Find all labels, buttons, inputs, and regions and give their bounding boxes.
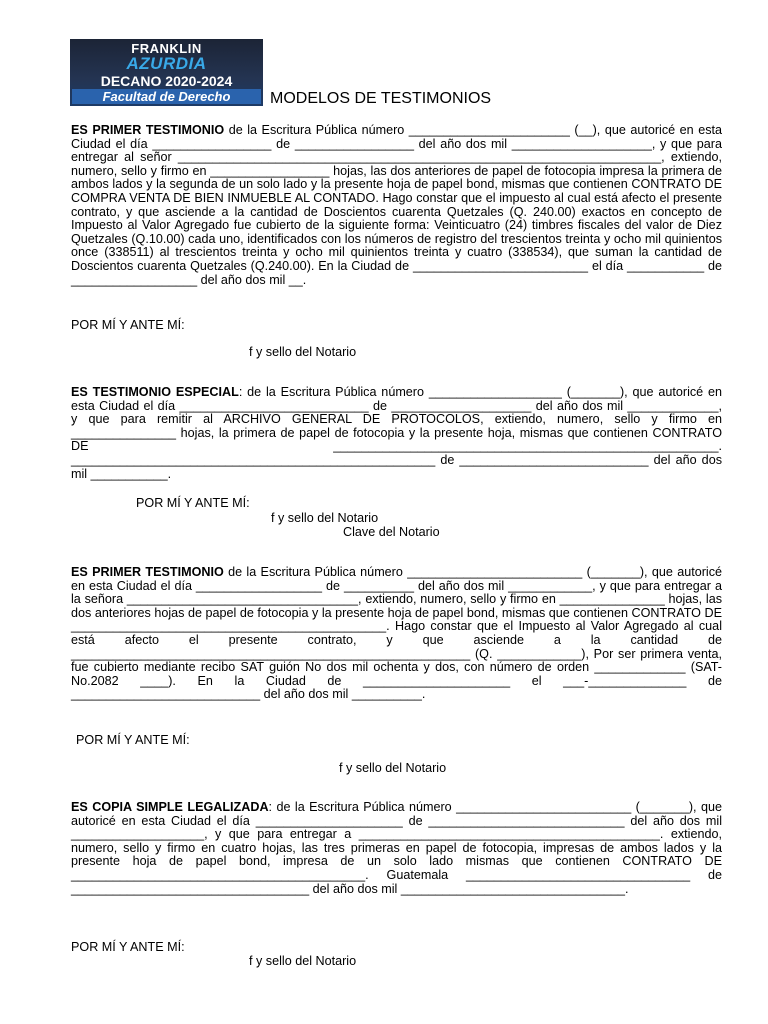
section-4-por-mi: POR MÍ Y ANTE MÍ: xyxy=(71,940,185,954)
section-3-heading: ES PRIMER TESTIMONIO xyxy=(71,565,224,579)
section-2-heading: ES TESTIMONIO ESPECIAL xyxy=(71,385,239,399)
section-4-body: : de la Escritura Pública número _________________________ (_______), que autoricé en esta Ciudad el día _____________________ de ____________________________ del año dos mil ___________________, y que para entregar a ___________________________________________. extiendo, numero, sello y firmo en cuatro hojas, las tres primeras en papel de fotocopia, impresas de ambos lados y la presente hoja de papel bond, impresa de un solo lado mismas que contienen CONTRATO DE __________________________________________. Guatemala ________________________________ de __________________________________ del año dos mil ________________________________. xyxy=(71,800,722,896)
section-1-heading: ES PRIMER TESTIMONIO xyxy=(71,123,225,137)
section-2-firma: f y sello del Notario xyxy=(271,511,379,525)
section-3-por-mi: POR MÍ Y ANTE MÍ: xyxy=(76,733,190,747)
logo-line-1: FRANKLIN xyxy=(131,41,202,56)
document-title: MODELOS DE TESTIMONIOS xyxy=(270,90,492,107)
section-1-body: de la Escritura Pública número _______________________ (__), que autoricé en esta Ciudad el día _________________ de _________________ del año dos mil ____________________, y que para entregar al señor _____________________________________________________________________, extiendo, numero, sello y firmo en _________________ hojas, las dos anteriores de papel de fotocopia impresa la primera de ambos lados y la segunda de un solo lado y la presente hoja de papel bond, mismas que contienen CONTRATO DE COMPRA VENTA DE BIEN INMUEBLE AL CONTADO. Hago constar que el impuesto al cual está afecto el presente contrato, y que asciende a la cantidad de Doscientos cuarenta Quetzales (Q. 240.00) exactos en concepto de Impuesto al Valor Agregado fue cubierto de la siguiente forma: Veinticuatro (24) timbres fiscales del valor de Diez Quetzales (Q.10.00) cada uno, identificados con los números de registro del trescientos treinta y ocho mil quinientos once (338511) al trescientos treinta y ocho mil quinientos treinta y cuatro (338534), que suman la cantidad de Doscientos cuarenta Quetzales (Q.240.00). En la Ciudad de _________________________ el día ___________ de __________________ del año dos mil __. xyxy=(71,123,723,287)
section-3-paragraph xyxy=(71,566,722,726)
logo-line-4: Facultad de Derecho xyxy=(72,89,261,104)
section-1-por-mi: POR MÍ Y ANTE MÍ: xyxy=(71,318,185,332)
section-4-heading: ES COPIA SIMPLE LEGALIZADA xyxy=(71,800,269,814)
section-3-firma: f y sello del Notario xyxy=(339,761,447,775)
section-3-body: de la Escritura Pública número _________________________ (_______), que autoricé en esta Ciudad el día __________________ de __________ del año dos mil ____________, y que para entregar a la señora _________________________________, extiendo, numero, sello y firmo en _______________ hojas, las dos anteriores hojas de papel de fotocopia y la presente hoja de papel bond, mismas que contienen CONTRATO DE _____________________________________________. Hago constar que el Impuesto al Valor Agregado al cual está afecto el presente contrato, y que asciende a la cantidad de _________________________________________________________ (Q. ____________), Por ser primera venta, fue cubierto mediante recibo SAT guión No dos mil ochenta y dos, con número de orden _____________ (SAT-No.2082 ____). En la Ciudad de _____________________ el ___-______________ de ___________________________ del año dos mil __________. xyxy=(71,565,722,702)
franklin-azurdia-logo xyxy=(70,39,263,106)
section-2-por-mi: POR MÍ Y ANTE MÍ: xyxy=(136,496,250,510)
section-4-paragraph xyxy=(71,801,722,931)
section-2-clave: Clave del Notario xyxy=(343,525,440,539)
section-2-body: : de la Escritura Pública número ___________________ (_______), que autoricé en esta Ciudad el día ___________________________ de ____________________ del año dos mil _____________, y que para remitir al ARCHIVO GENERAL DE PROTOCOLOS, extiendo, numero, sello y firmo en _______________ hojas, la primera de papel de fotocopia y la presente hoja, mismas que contienen CONTRATO DE _______________________________________________________. ____________________________________________________ de ___________________________ del año dos mil ___________. xyxy=(71,385,723,481)
section-1-firma: f y sello del Notario xyxy=(249,345,357,359)
section-2-paragraph xyxy=(71,386,722,486)
logo-line-2: AZURDIA xyxy=(126,54,207,73)
logo-line-3: DECANO 2020-2024 xyxy=(100,73,233,89)
section-1-paragraph xyxy=(71,124,722,304)
section-4-firma: f y sello del Notario xyxy=(249,954,357,968)
